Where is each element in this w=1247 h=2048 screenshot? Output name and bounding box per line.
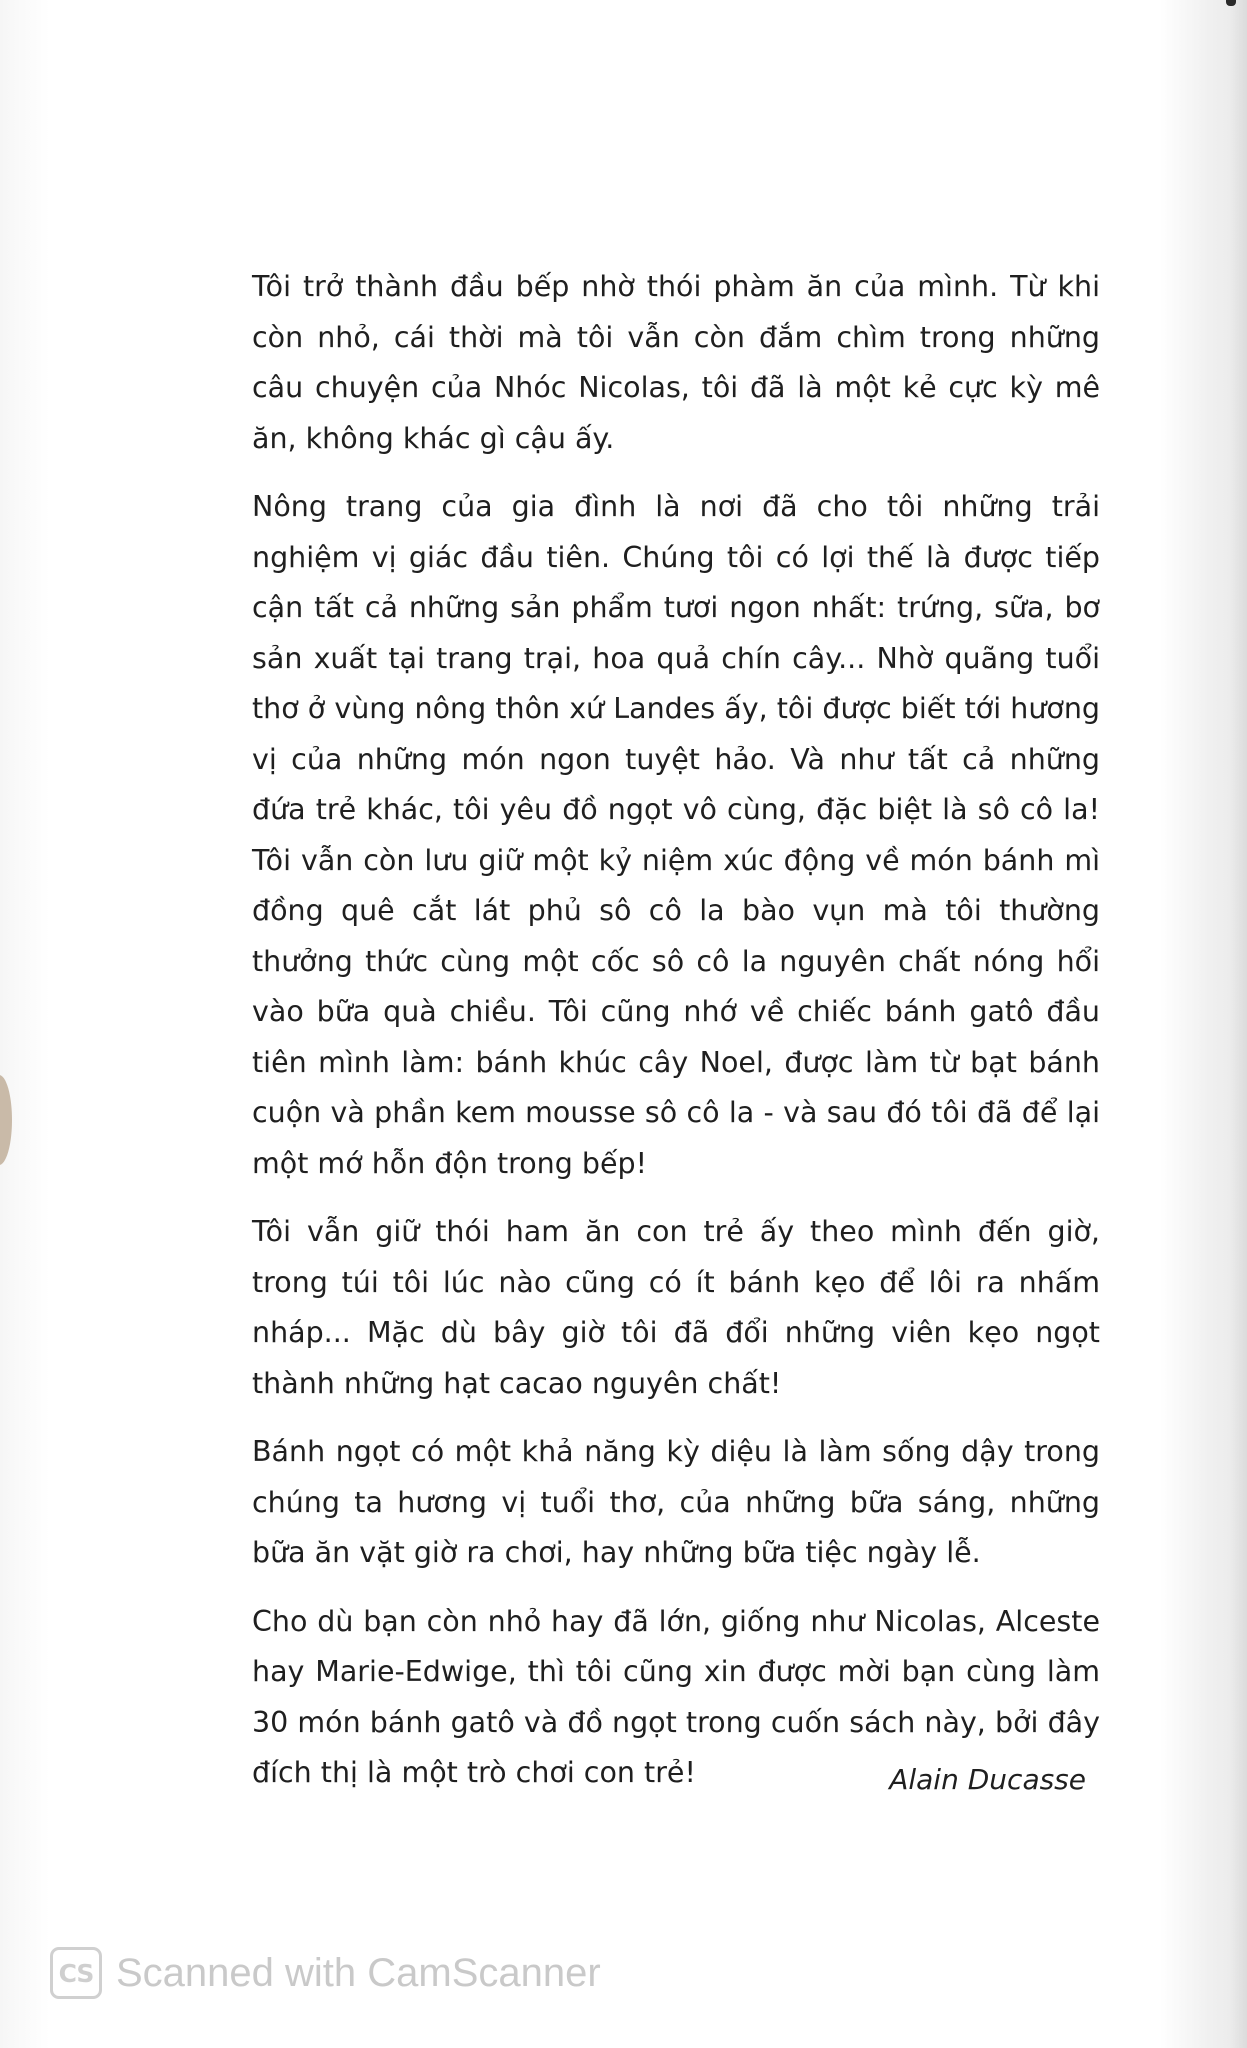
paragraph-2: Nông trang của gia đình là nơi đã cho tôi những trải nghiệm vị giác đầu tiên. Chúng tôi có lợi thế là được tiếp cận tất cả những sản phẩm tươi ngon nhất: trứng, sữa, bơ sản xuất tại trang trại, hoa quả chín cây... Nhờ quãng tuổi thơ ở vùng nông thôn xứ Landes ấy, tôi được biết tới hương vị của những món ngon tuyệt hảo. Và như tất cả những đứa trẻ khác, tôi yêu đồ ngọt vô cùng, đặc biệt là sô cô la! Tôi vẫn còn lưu giữ một kỷ niệm xúc động về món bánh mì đồng quê cắt lát phủ sô cô la bào vụn mà tôi thường thưởng thức cùng một cốc sô cô la nguyên chất nóng hổi vào bữa quà chiều. Tôi cũng nhớ về chiếc bánh gatô đầu tiên mình làm: bánh khúc cây Noel, được làm từ bạt bánh cuộn và phần kem mousse sô cô la - và sau đó tôi đã để lại một mớ hỗn độn trong bếp!	[252, 490, 1100, 1180]
body-text	[252, 262, 1100, 1817]
paragraph-1: Tôi trở thành đầu bếp nhờ thói phàm ăn của mình. Từ khi còn nhỏ, cái thời mà tôi vẫn còn đắm chìm trong những câu chuyện của Nhóc Nicolas, tôi đã là một kẻ cực kỳ mê ăn, không khác gì cậu ấy.	[252, 270, 1100, 455]
page-edge-shadow	[1229, 0, 1247, 2048]
scan-edge-mark	[1226, 0, 1236, 6]
watermark-text: Scanned with CamScanner	[116, 1950, 601, 1995]
finger-edge-artifact	[0, 1075, 12, 1165]
camscanner-logo-icon: CS	[50, 1947, 102, 1999]
camscanner-watermark	[50, 1945, 601, 2001]
author-signature: Alain Ducasse	[889, 1763, 1086, 1796]
paragraph-3: Tôi vẫn giữ thói ham ăn con trẻ ấy theo mình đến giờ, trong túi tôi lúc nào cũng có ít bánh kẹo để lôi ra nhấm nháp... Mặc dù bây giờ tôi đã đổi những viên kẹo ngọt thành những hạt cacao nguyên chất!	[252, 1215, 1100, 1400]
paragraph-4: Bánh ngọt có một khả năng kỳ diệu là làm sống dậy trong chúng ta hương vị tuổi thơ, của những bữa sáng, những bữa ăn vặt giờ ra chơi, hay những bữa tiệc ngày lễ.	[252, 1435, 1100, 1569]
paragraph-5: Cho dù bạn còn nhỏ hay đã lớn, giống như Nicolas, Alceste hay Marie-Edwige, thì tôi cũng xin được mời bạn cùng làm 30 món bánh gatô và đồ ngọt trong cuốn sách này, bởi đây đích thị là một trò chơi con trẻ!	[252, 1604, 1100, 1789]
